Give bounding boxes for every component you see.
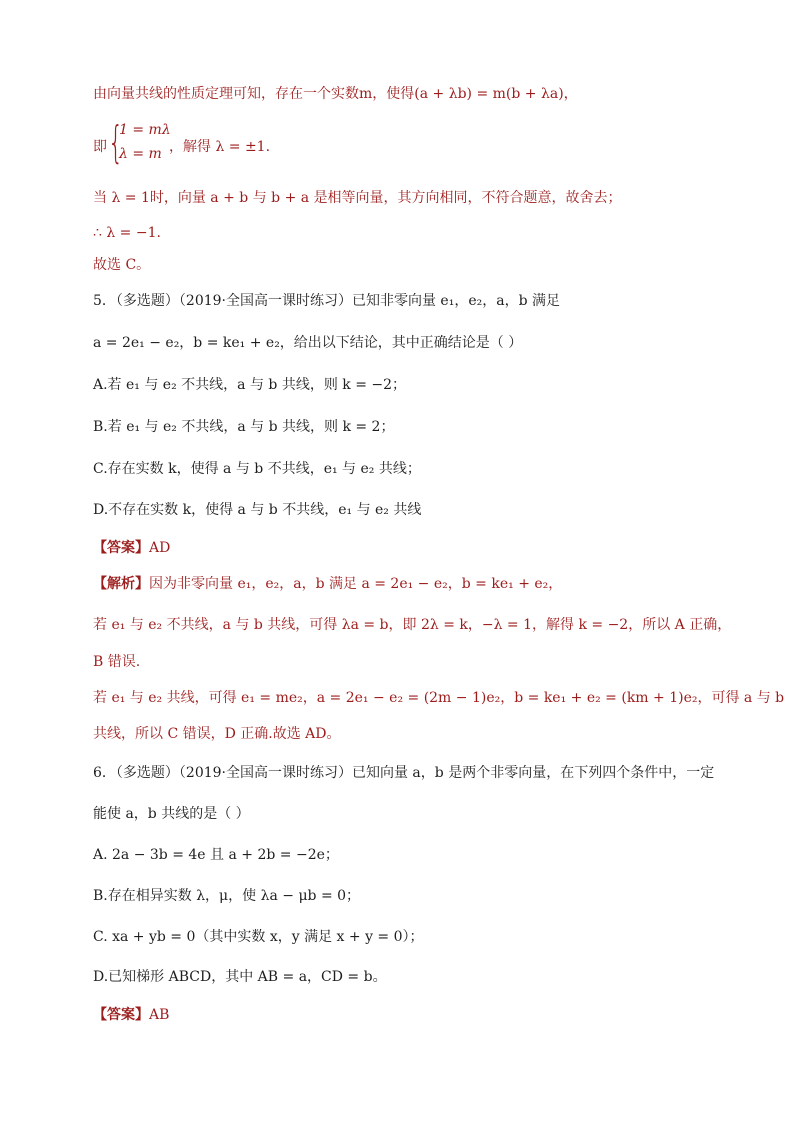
system-row-2: λ = m [119, 146, 162, 162]
answer-tag: 【答案】 [93, 1007, 149, 1023]
system-brace: { [108, 117, 124, 168]
answer-value: AB [149, 1007, 170, 1023]
question-6-answer [93, 1005, 169, 1025]
solution-line-case-lambda-1: 当 λ = 1时，向量 a + b 与 b + a 是相等向量，其方向相同，不符合题意，故舍去； [93, 190, 622, 206]
question-5-explanation-1 [93, 574, 562, 594]
question-6-option-a: A. 2a − 3b = 4e 且 a + 2b = −2e； [93, 847, 339, 863]
system-prefix: 即 [93, 139, 107, 155]
question-5-stem-2: a = 2e₁ − e₂，b = ke₁ + e₂，给出以下结论，其中正确结论是（ ） [93, 335, 523, 351]
question-6-option-c: C. xa + yb = 0（其中实数 x，y 满足 x + y = 0）； [93, 929, 424, 945]
question-5-explanation-2: 若 e₁ 与 e₂ 不共线，a 与 b 共线，可得 λa = b，即 2λ = k，−λ = 1，解得 k = −2，所以 A 正确， [93, 617, 732, 633]
question-5-option-a: A.若 e₁ 与 e₂ 不共线，a 与 b 共线，则 k = −2； [93, 377, 407, 393]
question-5-answer [93, 538, 170, 558]
answer-value: AD [149, 540, 171, 556]
answer-tag: 【答案】 [93, 540, 149, 556]
question-5-option-b: B.若 e₁ 与 e₂ 不共线，a 与 b 共线，则 k = 2； [93, 419, 395, 435]
system-solution: ，解得 λ = ±1. [169, 139, 271, 155]
question-5-explanation-3: B 错误. [93, 654, 141, 670]
question-6-stem-2: 能使 a，b 共线的是（ ） [93, 806, 250, 822]
question-6-stem-1: 6．（多选题）（2019·全国高一课时练习）已知向量 a，b 是两个非零向量，在下列四个条件中，一定 [93, 765, 715, 781]
solution-line-conclusion: ∴ λ = −1. [93, 225, 161, 241]
question-6-option-b: B.存在相异实数 λ，μ，使 λa − μb = 0； [93, 888, 361, 904]
question-5-explanation-5: 共线，所以 C 错误，D 正确.故选 AD。 [93, 726, 341, 742]
question-6-option-d: D.已知梯形 ABCD，其中 AB = a，CD = b。 [93, 969, 387, 985]
question-5-explanation-4: 若 e₁ 与 e₂ 共线，可得 e₁ = me₂，a = 2e₁ − e₂ = (2m − 1)e₂，b = ke₁ + e₂ = (km + 1)e₂，可得 a 与 b [93, 690, 785, 706]
question-5-stem-1: 5．（多选题）（2019·全国高一课时练习）已知非零向量 e₁，e₂，a，b 满足 [93, 293, 560, 309]
system-row-1: 1 = mλ [119, 122, 171, 138]
question-5-option-c: C.存在实数 k，使得 a 与 b 不共线，e₁ 与 e₂ 共线； [93, 461, 421, 477]
question-5-option-d: D.不存在实数 k，使得 a 与 b 不共线，e₁ 与 e₂ 共线 [93, 502, 422, 518]
explanation-text: 因为非零向量 e₁，e₂，a，b 满足 a = 2e₁ − e₂，b = ke₁ + e₂， [149, 576, 563, 592]
solution-line-choice: 故选 C。 [93, 257, 151, 273]
solution-line-collinear-theorem: 由向量共线的性质定理可知，存在一个实数m，使得(a + λb) = m(b + λa)， [93, 86, 578, 102]
explanation-tag: 【解析】 [93, 576, 149, 592]
